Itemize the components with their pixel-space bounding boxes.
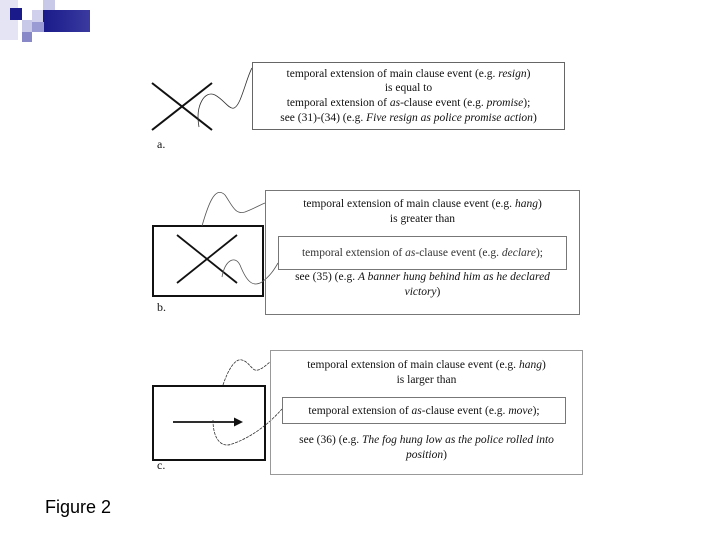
panel-b-label: b.: [157, 300, 166, 314]
panel-c-frame: [153, 386, 265, 460]
panel-c-line-2: is larger than: [396, 374, 457, 386]
panel-a-cross-icon: [152, 83, 212, 130]
panel-a-line-4: see (31)-(34) (e.g. Five resign as police promise action): [280, 112, 537, 124]
panel-c-line-1: temporal extension of main clause event (e.g. hang): [307, 359, 546, 371]
panel-b-frame: [153, 226, 263, 296]
panel-b-cross-icon: [177, 235, 237, 283]
panel-b-inner-box: [278, 236, 567, 270]
panel-a-textbox: [252, 62, 565, 130]
panel-a-line-2: is equal to: [384, 82, 433, 94]
panel-c-line-3: temporal extension of as-clause event (e.g. move);: [308, 405, 540, 417]
panel-b-line-4: see (35) (e.g. A banner hung behind him as he declared: [295, 271, 550, 283]
panel-c-inner-box: [282, 397, 566, 424]
panel-b-connector-top: [202, 192, 265, 226]
panel-a-line-3: temporal extension of as-clause event (e.g. promise);: [286, 97, 531, 109]
panel-b-line-2: is greater than: [389, 213, 456, 225]
panel-b-line-1: temporal extension of main clause event (e.g. hang): [303, 198, 542, 210]
panel-b-line-3: temporal extension of as-clause event (e.g. declare);: [301, 247, 543, 259]
panel-c-line-5: position): [406, 449, 447, 461]
panel-c-label: c.: [157, 458, 166, 472]
panel-c-line-4: see (36) (e.g. The fog hung low as the police rolled into: [299, 434, 554, 446]
panel-b-line-5: victory): [404, 286, 441, 298]
panel-a-label: a.: [157, 137, 166, 151]
figure-caption: Figure 2: [45, 497, 112, 517]
panel-a-connector: [198, 68, 252, 127]
panel-a-line-1: temporal extension of main clause event (e.g. resign): [286, 68, 531, 80]
panel-c-arrow-icon: [173, 418, 243, 427]
panel-c-connector-top: [223, 360, 270, 385]
